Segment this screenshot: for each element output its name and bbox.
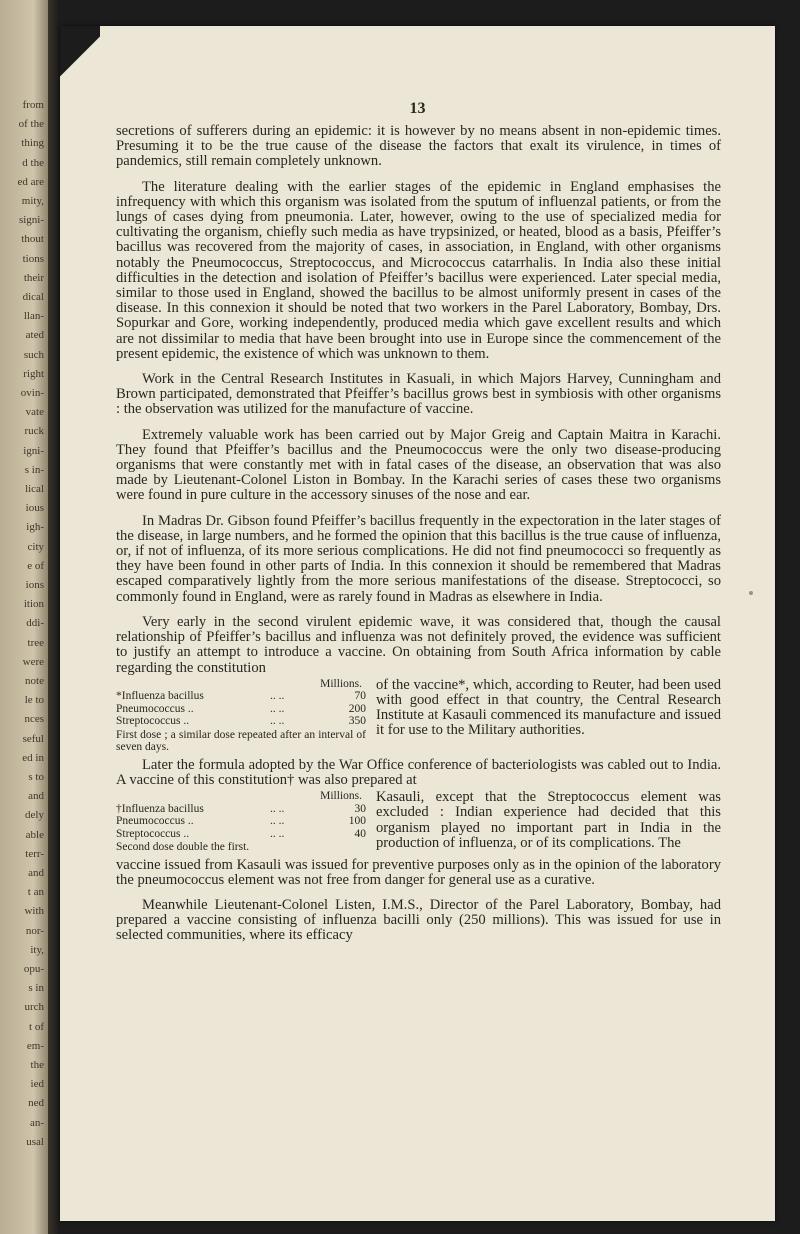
page-body xyxy=(116,124,721,954)
left-page-fragment: mity, xyxy=(21,195,44,207)
left-page-fragment: d the xyxy=(22,156,44,169)
left-page-fragment: from xyxy=(22,99,44,111)
paragraph-4: Extremely valuable work has been carried out by Major Greig and Captain Maitra in Karachi. They found that Pfeiffer’s bacillus and the Pneumococcus were the only two disease-producing organisms that were constantly met with in fatal cases of the disease, an observation that was also made by Lieutenant-Colonel Liston in Bombay. In the Karachi series of cases these two organisms were found in pure culture in the accessory sinuses of the nose and ear. xyxy=(116,426,721,504)
left-page-fragment: ovin- xyxy=(20,387,44,399)
left-page-fragment: such xyxy=(23,348,44,361)
left-page-fragment: ious xyxy=(25,502,44,515)
left-page-fragment: with xyxy=(24,905,44,918)
vaccine-table-block-1 xyxy=(116,678,721,754)
paragraph-5: In Madras Dr. Gibson found Pfeiffer’s bacillus frequently in the expectoration in the later stages of the disease, in large numbers, and he formed the opinion that this bacillus is the true cause of influenza, or, if not of influenza, of its more serious complications. He did not find pneumococci so frequently as they have been found in other parts of India. In this connexion it should be remembered that Madras escaped comparatively lightly from the more serious manifestations of the disease. Streptococci, so commonly found in England, were as rarely found in Madras as elsewhere in India. xyxy=(116,512,721,605)
left-page-fragment: s in xyxy=(28,982,44,995)
vaccine-table-1 xyxy=(116,678,376,754)
left-page-fragment: ed are xyxy=(17,175,44,188)
left-page-fragment: igni- xyxy=(23,444,44,457)
vaccine-table-2 xyxy=(116,790,376,854)
paragraph-2: The literature dealing with the earlier stages of the epidemic in England emphasises the infrequency with which this organism was isolated from the sputum of influenzal patients, or from the lungs of cases dying from pneumonia. Later, however, owing to the use of specialized media for cultivating the organism, chiefly such media as have trypsinized, or heated, blood as a basis, Pfeiffer’s bacillus was recovered from the majority of cases, in association, in England, with other organisms notably the Pneumococcus, Streptococcus, and Micrococcus catarrhalis. In India also these initial difficulties in the detection and isolation of Pfeiffer’s bacillus were experienced. Later special media, similar to those used in England, showed the bacillus to be almost uniformly present in cases of the disease. In this connexion it should be noted that two workers in the Parel Laboratory, Bombay, Drs. Sopurkar and Gore, working independently, produced media which gave excellent results and which are not dissimilar to media that have been brought into use in Europe since the commencement of the present epidemic, the existence of which was unknown to them. xyxy=(116,178,721,362)
paragraph-7-tail: vaccine issued from Kasauli was issued for preventive purposes only as in the opinion of the laboratory the pneumococcus element was not free from danger for general use as a curative. xyxy=(116,856,721,888)
left-page-fragment: the xyxy=(30,1059,44,1071)
left-page-fragment: s in- xyxy=(24,463,44,476)
table-1-header: Millions. xyxy=(320,677,362,690)
paragraph-7-lead: Later the formula adopted by the War Office conference of bacteriologists was cabled out to India. A vaccine of this constitution† was also prepared at xyxy=(116,756,721,788)
table-row: Streptococcus .. .. .. 350 xyxy=(116,715,366,728)
left-page-fragment: and xyxy=(28,867,44,879)
table-2-note: Second dose double the first. xyxy=(116,841,250,854)
left-page-fragment: tions xyxy=(22,252,44,265)
left-page-fragment: note xyxy=(25,675,44,687)
paragraph-8: Meanwhile Lieutenant-Colonel Listen, I.M.S., Director of the Parel Laboratory, Bombay, had prepared a vaccine consisting of influenza bacilli only (250 millions). This was issued for use in selected communities, where its efficacy xyxy=(116,897,721,944)
left-page-fragment: ruck xyxy=(24,425,44,438)
table-1-note: First dose ; a similar dose repeated after an interval of seven days. xyxy=(116,728,366,754)
table-row: *Influenza bacillus .. .. 70 xyxy=(116,690,366,703)
left-page-fragment: ions xyxy=(25,579,44,591)
left-page-fragment: vate xyxy=(25,406,44,419)
left-page-fragment: le to xyxy=(24,694,44,707)
left-page-fragment: ition xyxy=(23,598,44,611)
paragraph-6: Very early in the second virulent epidemic wave, it was considered that, though the causal relationship of Pfeiffer’s bacillus and influenza was not definitely proved, the evidence was sufficient to justify an attempt to introduce a vaccine. On obtaining from South Africa information by cable regarding the constitution xyxy=(116,613,721,676)
left-page-fragment: their xyxy=(23,271,44,284)
left-page-fragment: llan- xyxy=(23,310,44,323)
left-page-fragment: nces xyxy=(24,713,44,726)
left-page-fragment: terr- xyxy=(25,847,44,860)
left-page-fragment: igh- xyxy=(26,521,44,534)
left-page-fragment: lical xyxy=(25,483,44,495)
left-page-fragment: seful xyxy=(22,732,44,745)
table-row: Pneumococcus .. .. .. 100 xyxy=(116,815,366,828)
left-page-fragment: s to xyxy=(28,771,44,783)
left-page-fragment: right xyxy=(23,367,44,380)
left-page-edge xyxy=(0,0,48,1234)
table-1-side-text: of the vaccine*, which, according to Reuter, had been used with good effect in that country, the Central Research Institute at Kasauli commenced its manufacture and issued it for use to the Military authorities. xyxy=(376,676,721,739)
left-page-fragment: were xyxy=(22,655,44,668)
left-page-fragment: nor- xyxy=(25,924,44,937)
left-page-fragment: dely xyxy=(25,809,44,822)
left-page-fragment: t an xyxy=(27,886,44,899)
page-corner-fold xyxy=(60,26,100,86)
table-2-side-text: Kasauli, except that the Streptococcus element was excluded : Indian experience had decided that this organism played no important part in India in the production of influenza, or of its complications. The xyxy=(376,789,721,851)
table-2-header: Millions. xyxy=(320,790,362,803)
paragraph-1: secretions of sufferers during an epidemic: it is however by no means absent in non-epidemic times. Presuming it to be the true cause of the disease the factors that exalt its virulence, in times of pandemics, still remain completely unknown. xyxy=(116,123,721,170)
left-page-fragment: and xyxy=(28,790,44,803)
left-page-fragment: em- xyxy=(26,1039,44,1052)
left-page-fragment: opu- xyxy=(23,963,44,975)
left-page-fragment: e of xyxy=(27,559,44,572)
vaccine-table-block-2 xyxy=(116,790,721,854)
left-page-fragment: thout xyxy=(21,233,44,246)
table-row: †Influenza bacillus .. .. 30 xyxy=(116,802,366,815)
page-number: 13 xyxy=(409,100,426,117)
left-page-fragment: t of xyxy=(29,1020,44,1033)
left-page-fragment: ned xyxy=(28,1097,44,1110)
left-page-fragment: ated xyxy=(25,329,44,342)
book-gutter xyxy=(48,0,60,1234)
left-page-fragment: city xyxy=(27,540,44,553)
table-row: Pneumococcus .. .. .. 200 xyxy=(116,702,366,715)
table-row: Streptococcus .. .. .. 40 xyxy=(116,827,366,840)
left-page-fragment: tree xyxy=(27,636,44,649)
left-page-fragment: able xyxy=(25,828,44,841)
left-page-fragment: ddi- xyxy=(26,617,44,630)
left-page-fragment: ed in xyxy=(22,751,44,764)
left-page-fragment: dical xyxy=(22,291,44,303)
left-page-fragment: urch xyxy=(24,1001,44,1014)
left-page-fragment: thing xyxy=(21,137,44,150)
left-page-fragment: an- xyxy=(29,1116,44,1129)
paragraph-3: Work in the Central Research Institutes in Kasuali, in which Majors Harvey, Cunningham and Brown participated, demonstrated that Pfeiffer’s bacillus grows best in symbiosis with other organisms : the observation was utilized for the manufacture of vaccine. xyxy=(116,371,721,418)
left-page-fragment: usal xyxy=(26,1135,44,1148)
ink-speck xyxy=(749,591,753,595)
left-page-fragment: ied xyxy=(30,1078,44,1091)
left-page-fragment: of the xyxy=(18,118,44,131)
left-page-fragment: signi- xyxy=(18,214,44,227)
document-page xyxy=(60,26,775,1221)
left-page-fragment: ity, xyxy=(30,943,44,956)
